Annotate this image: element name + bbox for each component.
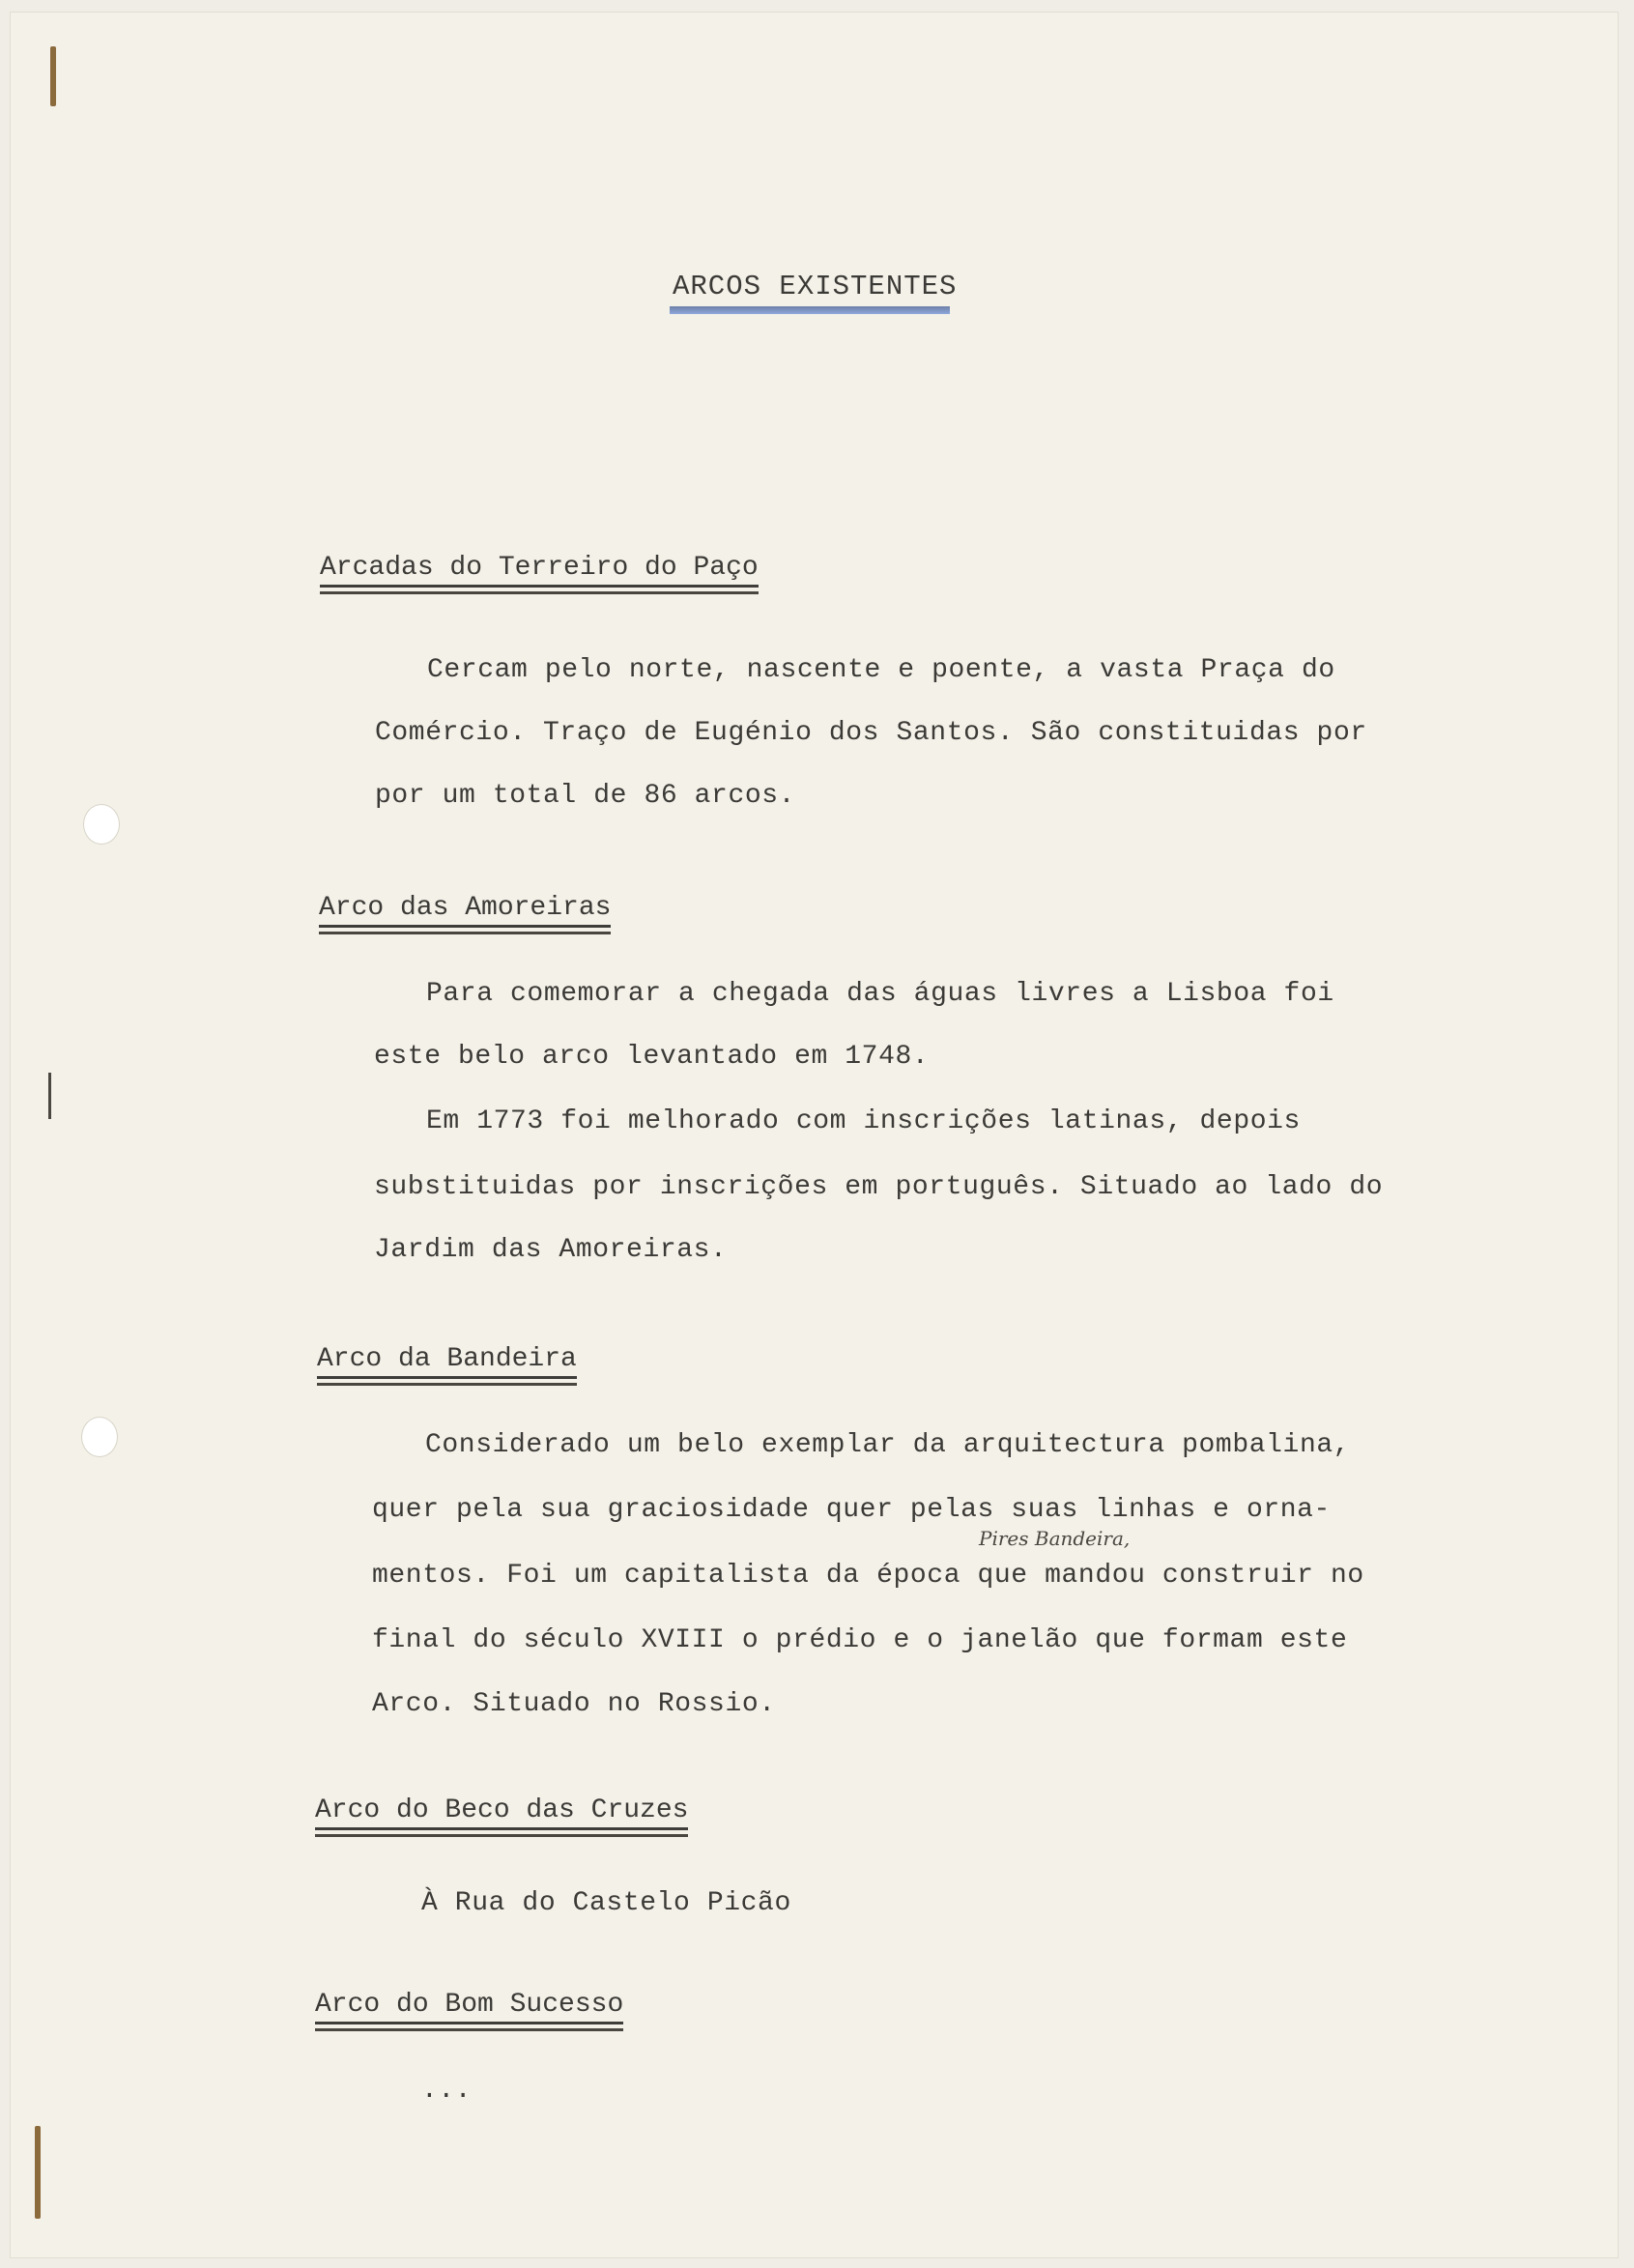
section-text-line: este belo arco levantado em 1748. [374,1042,930,1072]
section-heading: Arco da Bandeira [317,1344,577,1379]
section-text-line: mentos. Foi um capitalista da época que mandou construir no [372,1561,1364,1591]
title-underline [670,306,950,314]
handwritten-annotation: Pires Bandeira, [979,1527,1131,1550]
section-heading: Arco do Beco das Cruzes [315,1795,688,1830]
section-heading: Arcadas do Terreiro do Paço [320,553,759,588]
section-text-line: por um total de 86 arcos. [375,781,796,811]
section-text-line: Em 1773 foi melhorado com inscrições latinas, depois [426,1106,1301,1136]
section-heading: Arco das Amoreiras [319,893,611,928]
section-text-line: Para comemorar a chegada das águas livres a Lisboa foi [426,979,1334,1009]
section-heading: Arco do Bom Sucesso [315,1990,623,2024]
section-text-line: Arco. Situado no Rossio. [372,1689,776,1719]
ellipsis-text: ... [421,2076,473,2106]
section-text-line: Considerado um belo exemplar da arquitectura pombalina, [425,1430,1351,1460]
section-text-line: À Rua do Castelo Picão [421,1888,791,1918]
section-text-line: Cercam pelo norte, nascente e poente, a vasta Praça do [427,655,1335,685]
document-page [10,12,1619,2258]
punch-hole-upper [83,804,120,845]
section-text-line: quer pela sua graciosidade quer pelas suas linhas e orna- [372,1495,1331,1525]
left-staple-mark-top [50,46,56,106]
section-text-line: substituidas por inscrições em português. Situado ao lado do [374,1172,1384,1202]
document-title: ARCOS EXISTENTES [673,271,958,302]
section-text-line: final do século XVIII o prédio e o janelão que formam este [372,1625,1348,1655]
punch-hole-lower [81,1417,118,1457]
section-text-line: Comércio. Traço de Eugénio dos Santos. São constituidas por [375,718,1367,748]
margin-tick [48,1073,51,1119]
section-text-line: Jardim das Amoreiras. [374,1235,728,1265]
left-staple-mark-bottom [35,2126,41,2219]
